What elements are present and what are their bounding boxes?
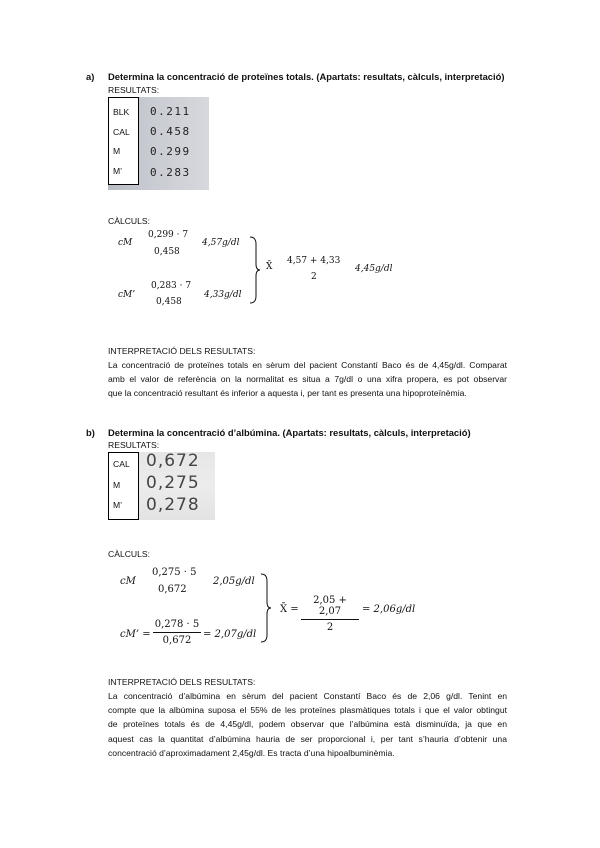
section-b-results-label: RESULTATS: — [108, 440, 160, 450]
section-b-cm-label: cM — [120, 576, 136, 587]
section-b-brace — [259, 573, 273, 643]
section-b-cm2-numerator: 0,278 · 5 — [154, 619, 200, 630]
section-b-calc-label: CÀLCULS: — [108, 549, 151, 559]
section-a-cm2-denominator: 0,458 — [156, 297, 182, 307]
section-a-row-label: M’ — [113, 166, 123, 176]
section-b-row-value: 0,275 — [146, 473, 200, 493]
section-b-row-label: CAL — [113, 459, 130, 469]
section-a-row-label: BLK — [113, 107, 130, 117]
section-b-mean-result: = 2,06g/dl — [362, 604, 416, 615]
section-a-cm2-numerator: 0,283 · 7 — [151, 281, 192, 291]
section-b-row-label: M’ — [113, 500, 123, 510]
section-b-row-value: 0,672 — [146, 451, 200, 471]
section-a-row-label: CAL — [113, 127, 130, 137]
section-a-cm2-result: 4,33g/dl — [204, 290, 242, 300]
section-b-cm-numerator: 0,275 · 5 — [152, 567, 197, 578]
section-a-cm-denominator: 0,458 — [154, 247, 180, 257]
section-a-interp-text — [108, 358, 507, 401]
section-b-mean-denominator: 2 — [326, 622, 334, 633]
section-a-results-label: RESULTATS: — [108, 85, 160, 95]
section-b-cm-denominator: 0,672 — [158, 584, 187, 595]
section-a-brace — [248, 236, 262, 304]
section-b-mean-fraction — [301, 595, 359, 633]
section-b-letter: b) — [86, 427, 95, 438]
section-a-cm-numerator: 0,299 · 7 — [148, 230, 189, 240]
fraction-bar — [153, 632, 201, 633]
section-b-cm2-label: cM’ = — [120, 629, 151, 640]
section-b-title: Determina la concentració d’albúmina. (Apartats: resultats, càlculs, interpretació) — [108, 427, 471, 438]
section-a-mean-result: 4,45g/dl — [355, 264, 393, 274]
interp-line: La concentració de proteïnes totals en sèrum del pacient Constantí Baco és de 4,45g/dl. Comparat — [108, 360, 507, 370]
section-b-interp-label: INTERPRETACIÓ DELS RESULTATS: — [108, 677, 256, 687]
section-a-row-value: 0.458 — [150, 125, 191, 138]
section-a-interp-label: INTERPRETACIÓ DELS RESULTATS: — [108, 346, 256, 356]
section-a-row-value: 0.299 — [150, 145, 191, 158]
section-a-row-value: 0.283 — [150, 166, 191, 179]
section-a-row-label: M — [113, 146, 121, 156]
interp-line: concentració d’aproximadament 2,45g/dl. Es tracta d’una hipoalbuminèmia. — [108, 747, 395, 758]
section-b-cm2-denominator: 0,672 — [162, 635, 192, 646]
interp-line: de proteïnes totals és de 4,45g/dl, podem observar que l’albúmina està disminuïda, ja que en — [108, 719, 507, 730]
interp-line: La concentració d’albúmina en sèrum del pacient Constantí Baco és de 2,06 g/dl. Tenint en — [108, 691, 507, 701]
section-a-mean-denominator: 2 — [311, 272, 317, 282]
section-b-row-label: M — [113, 480, 121, 490]
section-b-results-photo — [108, 452, 215, 520]
interp-line: amb el valor de referència on la normalitat es situa a 7g/dl o una xifra propera, es pot observar — [108, 374, 507, 385]
section-b-interp-text — [108, 689, 507, 760]
section-a-mean-numerator: 4,57 + 4,33 — [287, 256, 341, 266]
fraction-bar — [301, 619, 359, 620]
section-a-mean-symbol: X̄ — [266, 262, 273, 272]
section-a-letter: a) — [86, 71, 95, 82]
section-a-cm2-label: cM’ — [118, 290, 136, 300]
section-b-mean-numerator: 2,05 + 2,07 — [313, 595, 347, 617]
interp-line: compte que la albúmina suposa el 55% de les proteïnes plasmàtiques totals i que el valor obtingut — [108, 705, 507, 716]
section-a-results-photo — [108, 97, 209, 190]
section-a-title: Determina la concentració de proteïnes totals. (Apartats: resultats, càlculs, interpretació) — [108, 71, 505, 82]
section-b-cm-result: 2,05g/dl — [213, 576, 255, 587]
interp-line: que la concentració resultant és inferior a aquesta i, per tant es presenta una hipoproteïnèmia. — [108, 388, 467, 399]
section-a-cm-label: cM — [118, 238, 133, 248]
section-a-row-value: 0.211 — [150, 105, 191, 118]
section-b-cm2-fraction — [153, 619, 201, 646]
section-a-cm-result: 4,57g/dl — [202, 238, 240, 248]
section-b-mean-symbol: X̄ = — [280, 604, 299, 615]
section-a-calc-label: CÀLCULS: — [108, 216, 151, 226]
section-b-row-value: 0,278 — [146, 495, 200, 515]
section-b-cm2-result: = 2,07g/dl — [203, 629, 257, 640]
interp-line: aquest cas la quantitat d’albúmina hauria de ser proporcional i, per tant s’hauria d’obtenir una — [108, 733, 507, 744]
